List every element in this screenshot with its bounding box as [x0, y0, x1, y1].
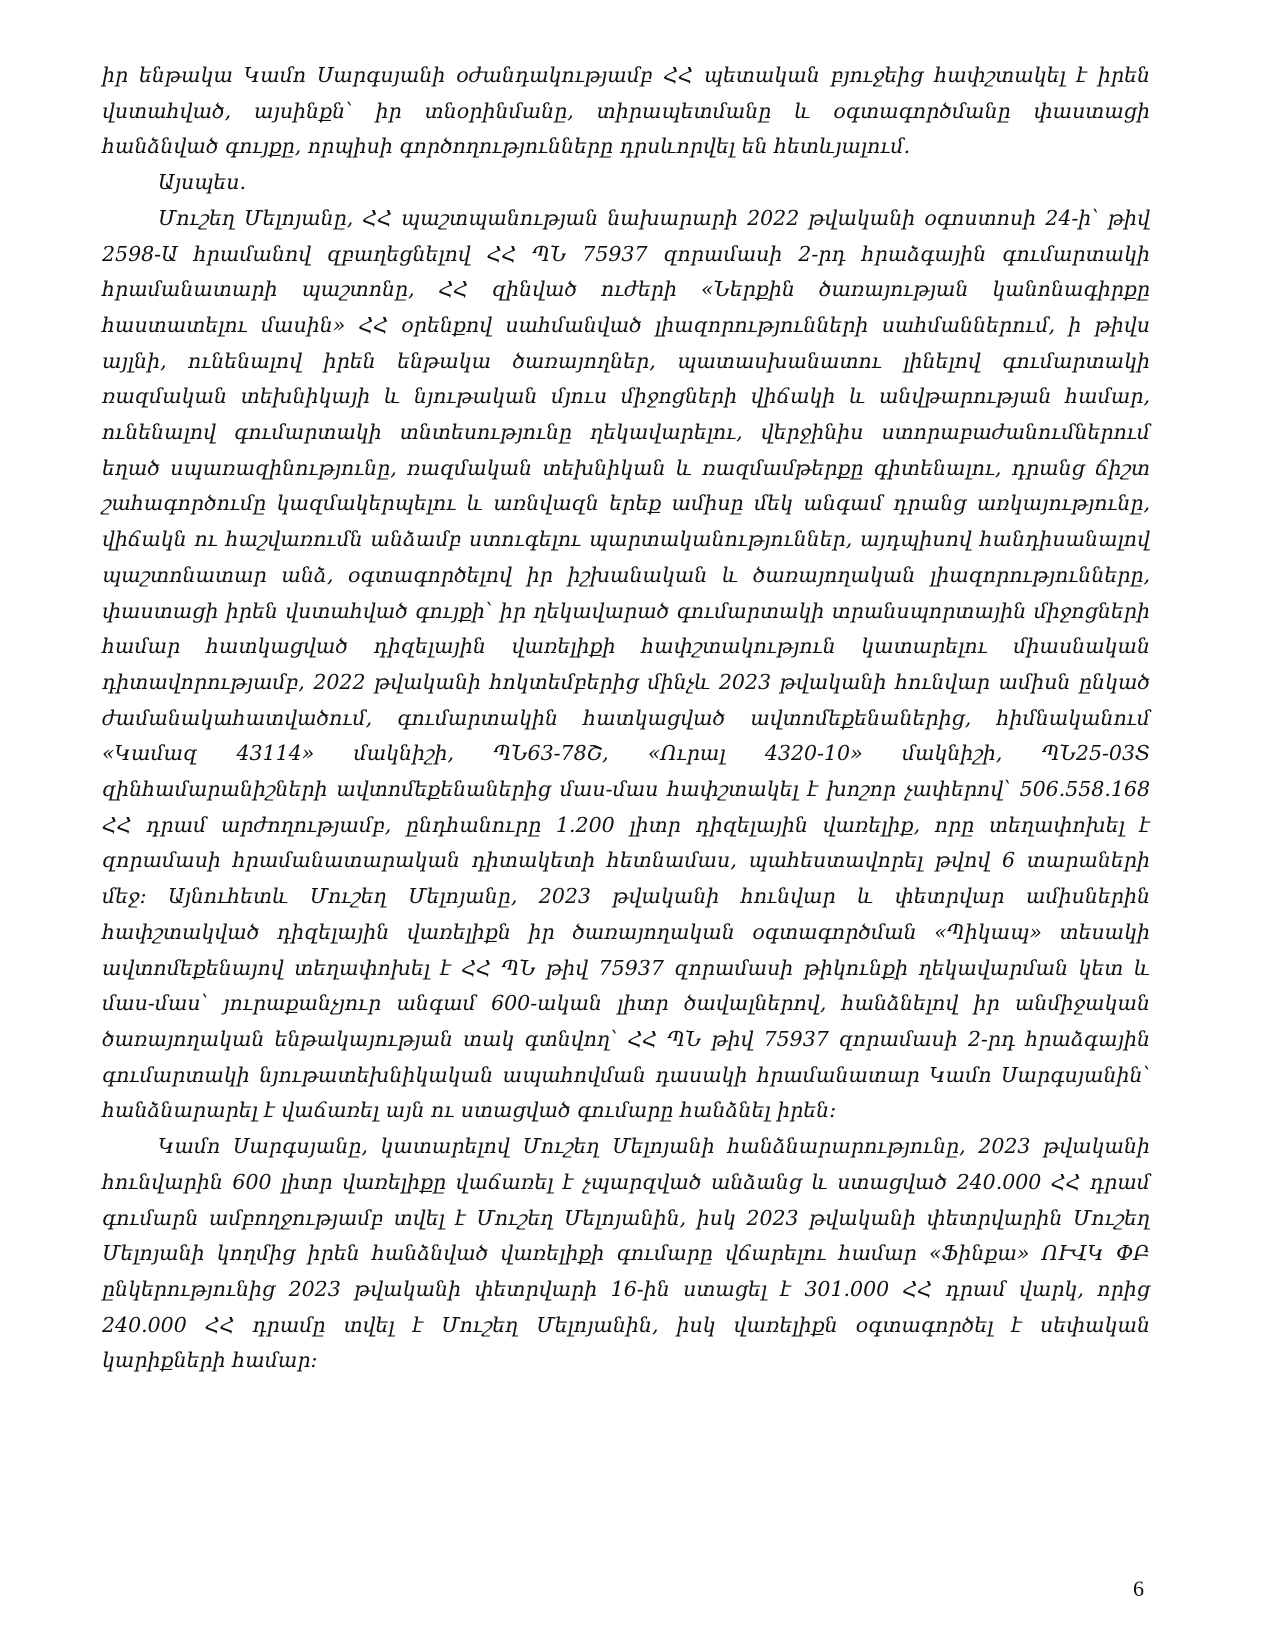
- document-body: [102, 58, 1150, 1379]
- paragraph-main-facts: Մուշեղ Մելոյանը, ՀՀ պաշտպանության նախարարի 2022 թվականի օգոստոսի 24-ի՝ թիվ 2598-Ա հրամանով զբաղեցնելով ՀՀ ՊՆ 75937 զորամասի 2-րդ հրաձգային գումարտակի հրամանատարի պաշտոնը, ՀՀ զինված ուժերի «Ներքին ծառայության կանոնագիրքը հաստատելու մասին» ՀՀ օրենքով սահմանված լիազորությունների սահմաններում, ի թիվս այլնի, ունենալով իրեն ենթակա ծառայողներ, պատասխանատու լինելով գումարտակի ռազմական տեխնիկայի և նյութական մյուս միջոցների վիճակի և անվթարության համար, ունենալով գումարտակի տնտեսությունը ղեկավարելու, վերջինիս ստորաբաժանումներում եղած սպառազինությունը, ռազմական տեխնիկան և ռազմամթերքը գիտենալու, դրանց ճիշտ շահագործումը կազմակերպելու և առնվազն երեք ամիսը մեկ անգամ դրանց առկայությունը, վիճակն ու հաշվառումն անձամբ ստուգելու պարտականություններ, այդպիսով հանդիսանալով պաշտոնատար անձ, օգտագործելով իր իշխանական և ծառայողական լիազորությունները, փաստացի իրեն վստահված գույքի՝ իր ղեկավարած գումարտակի տրանսպորտային միջոցների համար հատկացված դիզելային վառելիքի հափշտակություն կատարելու միասնական դիտավորությամբ, 2022 թվականի հոկտեմբերից մինչև 2023 թվականի հունվար ամիսն ընկած ժամանակահատվածում, գումարտակին հատկացված ավտոմեքենաներից, հիմնականում «Կամազ 43114» մակնիշի, ՊՆ63-78Շ, «Ուրալ 4320-10» մակնիշի, ՊՆ25-03Տ զինհամարանիշների ավտոմեքենաներից մաս-մաս հափշտակել է խոշոր չափերով՝ 506.558.168 ՀՀ դրամ արժողությամբ, ընդհանուրը 1.200 լիտր դիզելային վառելիք, որը տեղափոխել է զորամասի հրամանատարական դիտակետի հետնամաս, պահեստավորել թվով 6 տարաների մեջ: Այնուհետև Մուշեղ Մելոյանը, 2023 թվականի հունվար և փետրվար ամիսներին հափշտակված դիզելային վառելիքն իր ծառայողական օգտագործման «Պիկապ» տեսակի ավտոմեքենայով տեղափոխել է ՀՀ ՊՆ թիվ 75937 զորամասի թիկունքի ղեկավարման կետ և մաս-մաս՝ յուրաքանչյուր անգամ 600-ական լիտր ծավալներով, հանձնելով իր անմիջական ծառայողական ենթակայության տակ գտնվող՝ ՀՀ ՊՆ թիվ 75937 զորամասի 2-րդ հրաձգային գումարտակի նյութատեխնիկական ապահովման դասակի հրամանատար Կամո Սարգսյանին՝ հանձնարարել է վաճառել այն ու ստացված գումարը հանձնել իրեն:: [102, 205, 1150, 1123]
- paragraph-thus: Այսպես.: [158, 170, 247, 195]
- paragraph-continuation: իր ենթակա Կամո Սարգսյանի օժանդակությամբ ՀՀ պետական բյուջեից հափշտակել է իրեն վստահված, այսինքն՝ իր տնօրինմանը, տիրապետմանը և օգտագործմանը փաստացի հանձնված գույքը, որպիսի գործողությունները դրսևորվել են հետևյալում.: [102, 63, 1150, 159]
- paragraph-sale-details: Կամո Սարգսյանը, կատարելով Մուշեղ Մելոյանի հանձնարարությունը, 2023 թվականի հունվարին 600 լիտր վառելիքը վաճառել է չպարզված անձանց և ստացված 240.000 ՀՀ դրամ գումարն ամբողջությամբ տվել է Մուշեղ Մելոյանին, իսկ 2023 թվականի փետրվարին Մուշեղ Մելոյանի կողմից իրեն հանձնված վառելիքի գումարը վճարելու համար «Ֆինքա» ՈՒՎԿ ՓԲ ընկերությունից 2023 թվականի փետրվարի 16-ին ստացել է 301.000 ՀՀ դրամ վարկ, որից 240.000 ՀՀ դրամը տվել է Մուշեղ Մելոյանին, իսկ վառելիքն օգտագործել է սեփական կարիքների համար:: [102, 1134, 1150, 1373]
- page-number: 6: [1133, 1576, 1144, 1601]
